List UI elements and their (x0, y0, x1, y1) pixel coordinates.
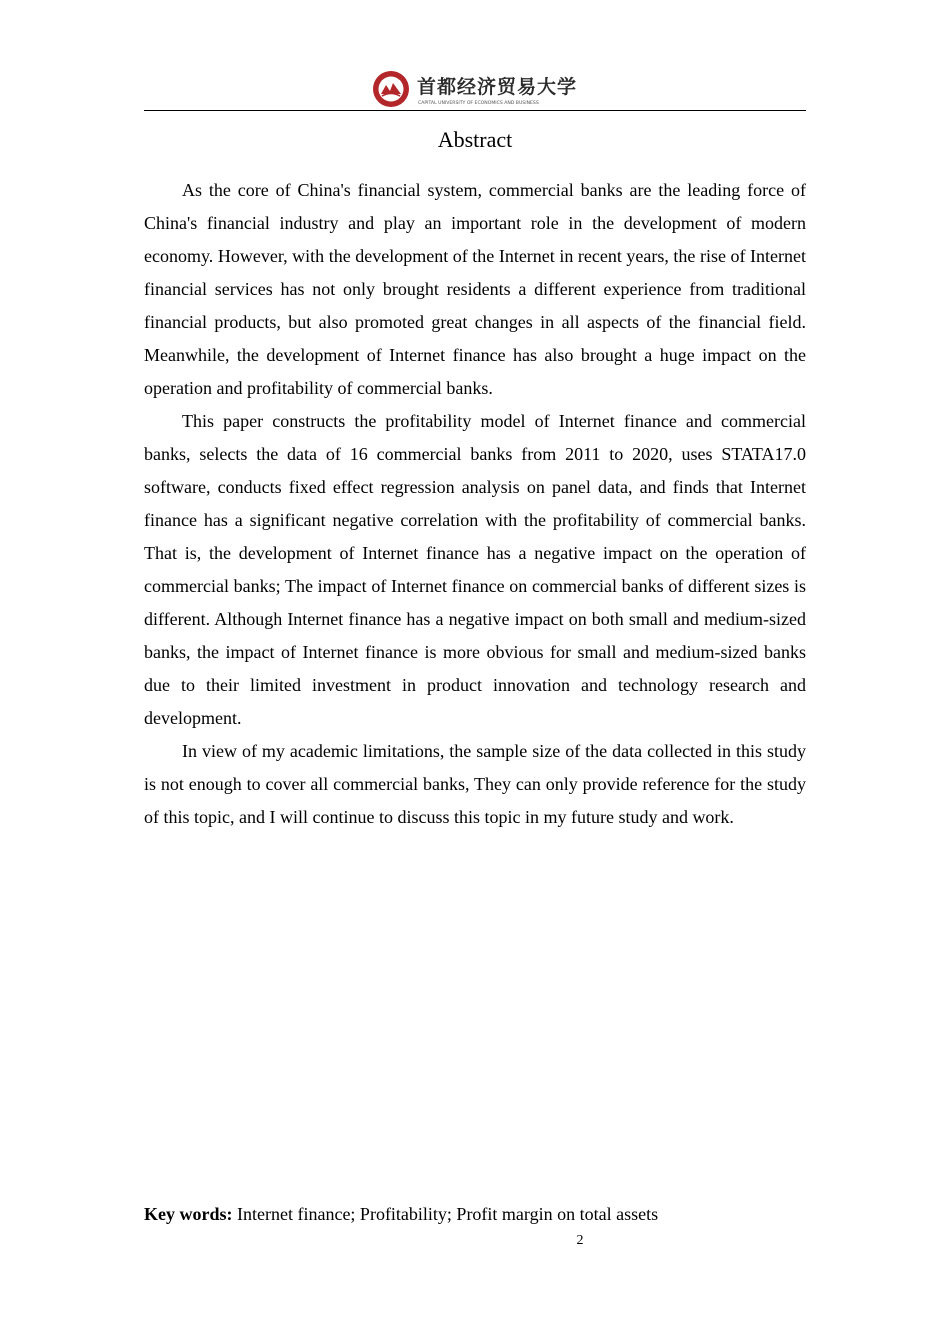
keywords-line (144, 1200, 806, 1228)
abstract-title: Abstract (437, 127, 513, 152)
header-divider (144, 110, 806, 111)
abstract-paragraph-2: This paper constructs the profitability model of Internet finance and commercial banks, selects the data of 16 commercial banks from 2011 to 2020, uses STATA17.0 software, conducts fixed effect regression analysis on panel data, and finds that Internet finance has a significant negative correlation with the profitability of commercial banks. That is, the development of Internet finance has a negative impact on the operation of commercial banks; The impact of Internet finance on commercial banks of different sizes is different. Although Internet finance has a negative impact on both small and medium-sized banks, the impact of Internet finance is more obvious for small and medium-sized banks due to their limited investment in product innovation and technology research and development. (144, 411, 806, 728)
abstract-body (144, 174, 806, 834)
keywords-text: Internet finance; Profitability; Profit margin on total assets (232, 1204, 659, 1224)
page-header (144, 68, 806, 112)
logo-name-en: CAPITAL UNIVERSITY OF ECONOMICS AND BUSINESS (418, 101, 539, 106)
logo-name-cn: 首都经济贸易大学 (417, 76, 578, 98)
abstract-paragraph-1: As the core of China's financial system, commercial banks are the leading force of China's financial industry and play an important role in the development of modern economy. However, with the development of the Internet in recent years, the rise of Internet financial services has not only brought residents a different experience from traditional financial products, but also promoted great changes in all aspects of the financial field. Meanwhile, the development of Internet finance has also brought a huge impact on the operation and profitability of commercial banks. (144, 180, 806, 398)
university-logo (372, 70, 578, 108)
page-number: 2 (576, 1233, 584, 1248)
abstract-paragraph-3: In view of my academic limitations, the sample size of the data collected in this study is not enough to cover all commercial banks, They can only provide reference for the study of this topic, and I will continue to discuss this topic in my future study and work. (144, 741, 806, 827)
keywords-label: Key words: (144, 1204, 233, 1224)
